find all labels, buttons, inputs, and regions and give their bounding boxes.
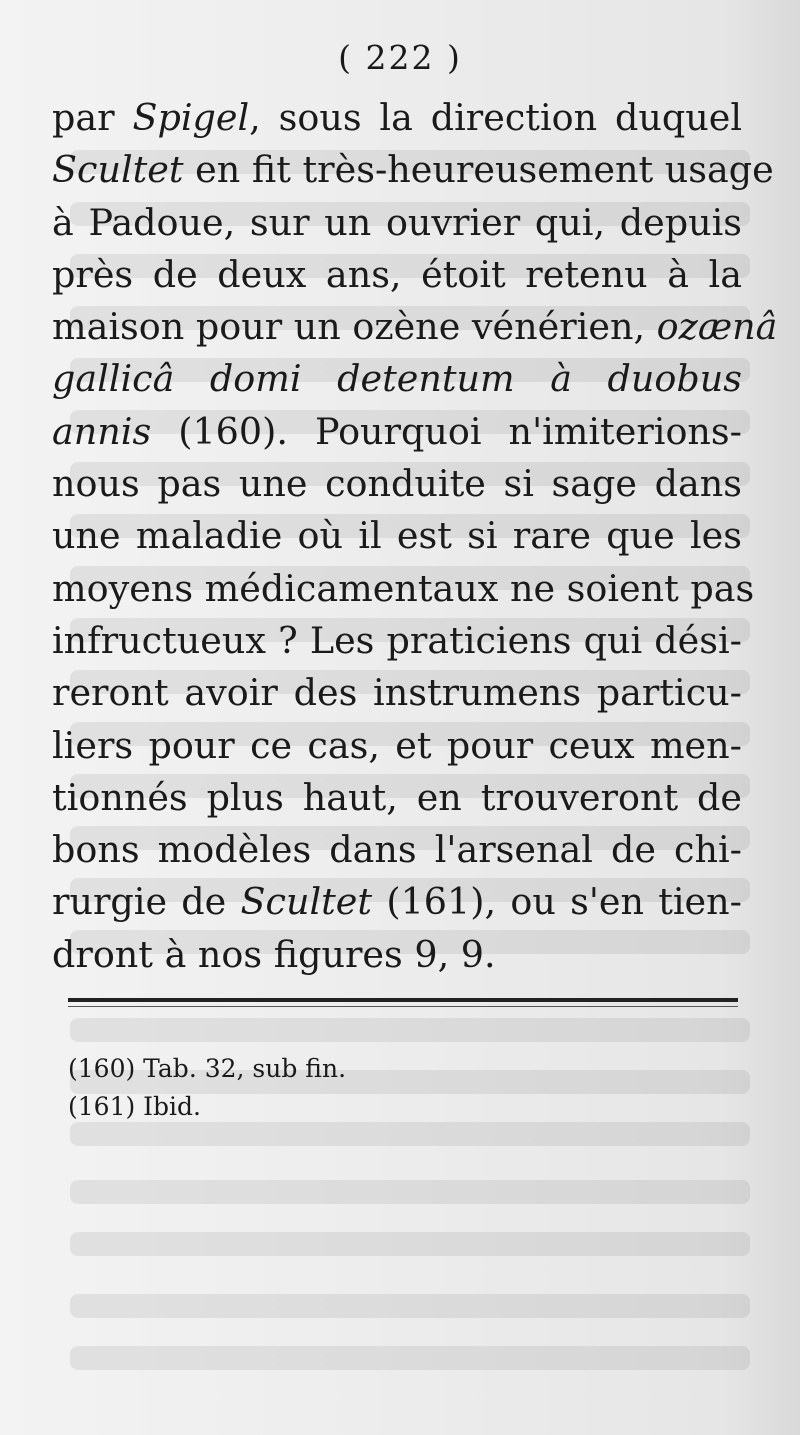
text-line (52, 249, 742, 301)
text-line (52, 458, 742, 510)
footnote-rule-thin (68, 1006, 738, 1007)
footnotes (68, 1050, 668, 1126)
text-segment: nous pas une conduite si sage dans (52, 462, 742, 506)
text-segment: dront à nos figures 9, 9. (52, 932, 496, 976)
italic-text: Spigel (132, 96, 250, 139)
text-segment: bons modèles dans l'arsenal de chi- (52, 828, 742, 872)
text-line (52, 197, 742, 249)
text-segment: liers pour ce cas, et pour ceux men- (52, 723, 742, 767)
text-segment: rurgie de (52, 880, 241, 924)
text-segment: , sous la direction duquel (249, 96, 742, 139)
text-line (52, 615, 742, 667)
text-line (52, 876, 742, 928)
italic-text: ozænâ (656, 305, 778, 349)
text-segment: infructueux ? Les praticiens qui dési- (52, 618, 742, 662)
italic-text: Scultet (52, 148, 184, 192)
text-line (52, 406, 742, 458)
text-line (52, 667, 742, 719)
text-segment: près de deux ans, étoit retenu à la (52, 252, 742, 296)
text-line (52, 92, 742, 144)
text-segment: (161), ou s'en tien- (372, 880, 742, 924)
text-line (52, 510, 742, 562)
italic-text: gallicâ domi detentum à duobus (52, 357, 742, 401)
text-line (52, 144, 774, 196)
footnote: (160) Tab. 32, sub fin. (68, 1054, 347, 1083)
italic-text: Scultet (240, 880, 373, 924)
text-segment: tionnés plus haut, en trouveront de (52, 775, 742, 819)
text-segment: maison pour un ozène vénérien, (52, 305, 657, 349)
text-line (52, 720, 742, 772)
footnote: (161) Ibid. (68, 1092, 201, 1121)
text-line (52, 563, 755, 615)
text-segment: (160). Pourquoi n'imiterions- (151, 409, 742, 453)
text-segment: à Padoue, sur un ouvrier qui, depuis (52, 200, 742, 244)
text-segment: reront avoir des instrumens particu- (52, 671, 742, 715)
page-number: ( 222 ) (338, 38, 462, 77)
text-segment: en fit très-heureusement usage (183, 148, 774, 192)
text-line (52, 772, 742, 824)
text-line (52, 824, 742, 876)
text-segment: moyens médicamentaux ne soient pas (52, 566, 755, 610)
text-segment: une maladie où il est si rare que les (52, 514, 742, 558)
footnote-rule (68, 998, 738, 1002)
text-line (52, 301, 778, 353)
text-segment: par (52, 96, 133, 139)
text-line (52, 929, 742, 981)
italic-text: annis (52, 409, 152, 453)
body-text (52, 92, 778, 981)
text-line (52, 353, 742, 405)
